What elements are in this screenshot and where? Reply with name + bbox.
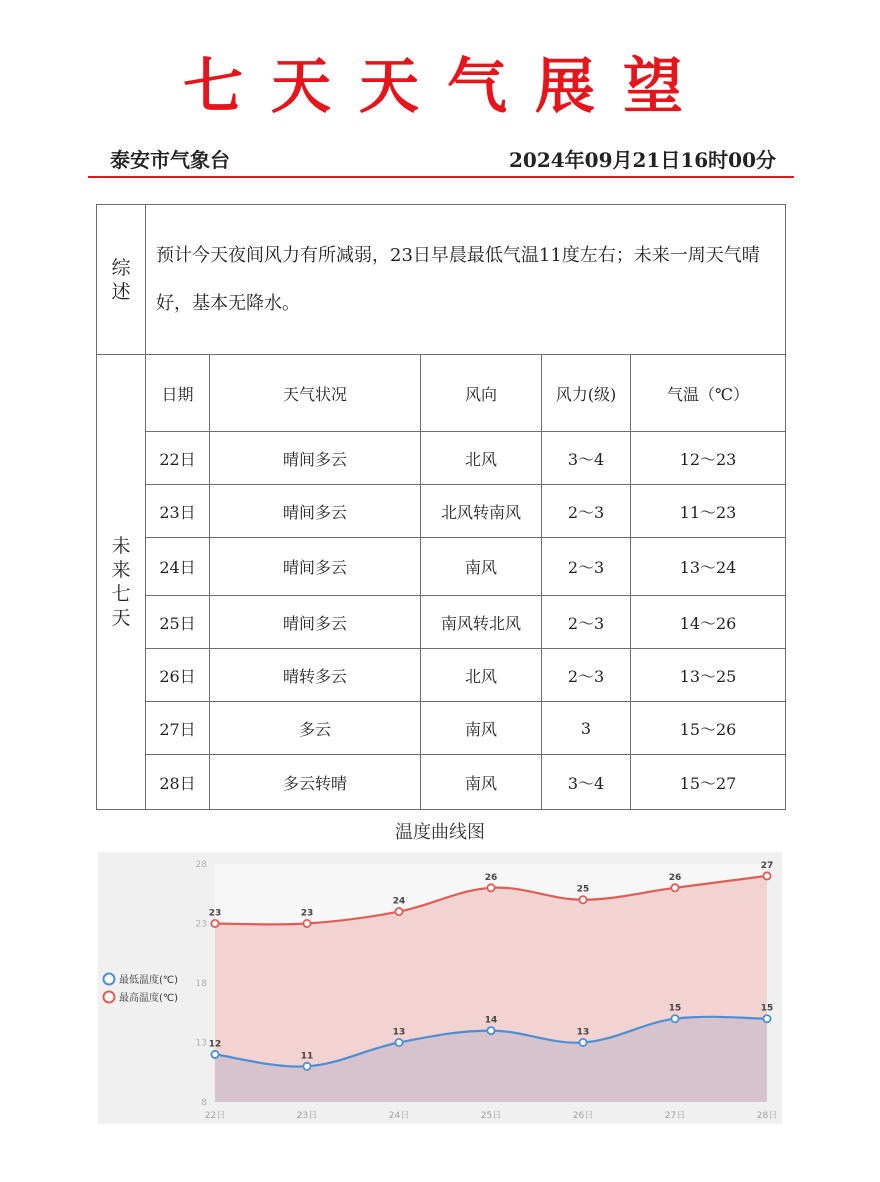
cell-weather: 晴间多云 [210, 538, 421, 596]
legend-marker [104, 974, 115, 985]
table-row [97, 538, 786, 596]
cell-wind-direction: 南风 [421, 538, 542, 596]
cell-wind-level: 2～3 [542, 649, 631, 702]
column-header-wind-level: 风力(级) [542, 355, 631, 432]
min-temp-point [395, 1039, 402, 1046]
column-header-weather: 天气状况 [210, 355, 421, 432]
min-temp-point [763, 1015, 770, 1022]
x-tick-label: 27日 [664, 1111, 686, 1121]
x-tick-label: 26日 [572, 1111, 594, 1121]
min-temp-point [671, 1015, 678, 1022]
cell-date: 25日 [146, 596, 210, 649]
legend-marker [104, 992, 115, 1003]
cell-wind-direction: 南风转北风 [421, 596, 542, 649]
column-header-wind-direction: 风向 [421, 355, 542, 432]
x-tick-label: 24日 [388, 1111, 410, 1121]
max-temp-point [487, 884, 494, 891]
min-temp-data-label: 15 [668, 1003, 682, 1014]
max-temp-data-label: 25 [576, 884, 590, 895]
cell-wind-level: 2～3 [542, 538, 631, 596]
chart-title: 温度曲线图 [395, 822, 485, 843]
cell-date: 28日 [146, 755, 210, 810]
legend-label: 最高温度(℃) [119, 993, 179, 1004]
cell-wind-direction: 北风转南风 [421, 485, 542, 538]
table-row [97, 485, 786, 538]
max-temp-data-label: 24 [392, 896, 406, 907]
header-divider [88, 176, 794, 178]
table-row [97, 596, 786, 649]
cell-wind-direction: 南风 [421, 755, 542, 810]
y-tick-label: 13 [195, 1038, 207, 1049]
x-tick-label: 25日 [480, 1111, 502, 1121]
cell-weather: 晴转多云 [210, 649, 421, 702]
max-temp-point [211, 920, 218, 927]
max-temp-data-label: 23 [300, 908, 314, 919]
max-temp-data-label: 23 [208, 908, 222, 919]
cell-wind-level: 3～4 [542, 432, 631, 485]
temperature-chart [98, 852, 782, 1124]
cell-wind-direction: 北风 [421, 432, 542, 485]
page-title: 七天天气展望 [183, 52, 711, 122]
cell-temperature: 13～25 [631, 649, 786, 702]
x-tick-label: 28日 [756, 1111, 778, 1121]
cell-date: 22日 [146, 432, 210, 485]
summary-row [97, 205, 786, 355]
cell-date: 27日 [146, 702, 210, 755]
max-temp-point [579, 896, 586, 903]
cell-wind-level: 3～4 [542, 755, 631, 810]
cell-temperature: 15～27 [631, 755, 786, 810]
cell-wind-direction: 南风 [421, 702, 542, 755]
cell-temperature: 12～23 [631, 432, 786, 485]
table-header-row [97, 355, 786, 432]
min-temp-data-label: 13 [392, 1027, 406, 1038]
y-tick-label: 28 [195, 860, 207, 870]
cell-temperature: 15～26 [631, 702, 786, 755]
cell-temperature: 14～26 [631, 596, 786, 649]
issuing-organization: 泰安市气象台 [110, 148, 230, 172]
column-header-date: 日期 [146, 355, 210, 432]
min-temp-point [487, 1027, 494, 1034]
max-temp-point [303, 920, 310, 927]
table-row [97, 432, 786, 485]
cell-date: 23日 [146, 485, 210, 538]
min-temp-point [211, 1051, 218, 1058]
max-temp-data-label: 26 [668, 872, 682, 883]
x-tick-label: 22日 [204, 1111, 226, 1121]
min-temp-data-label: 14 [484, 1015, 498, 1026]
cell-weather: 多云 [210, 702, 421, 755]
min-temp-point [303, 1063, 310, 1070]
min-temp-data-label: 12 [208, 1039, 222, 1050]
cell-wind-level: 3 [542, 702, 631, 755]
cell-temperature: 11～23 [631, 485, 786, 538]
max-temp-point [671, 884, 678, 891]
summary-label: 综 述 [97, 205, 146, 355]
cell-weather: 晴间多云 [210, 485, 421, 538]
max-temp-data-label: 26 [484, 872, 498, 883]
max-temp-point [395, 908, 402, 915]
min-temp-data-label: 15 [760, 1003, 774, 1014]
forecast-label: 未 来 七 天 [97, 355, 146, 810]
min-temp-data-label: 11 [300, 1051, 314, 1062]
x-tick-label: 23日 [296, 1111, 318, 1121]
cell-temperature: 13～24 [631, 538, 786, 596]
column-header-temperature: 气温（℃） [631, 355, 786, 432]
y-tick-label: 8 [201, 1098, 207, 1108]
min-temp-point [579, 1039, 586, 1046]
y-tick-label: 18 [195, 979, 207, 989]
cell-wind-level: 2～3 [542, 485, 631, 538]
cell-weather: 晴间多云 [210, 596, 421, 649]
y-tick-label: 23 [195, 919, 207, 930]
legend-label: 最低温度(℃) [119, 975, 179, 986]
cell-weather: 晴间多云 [210, 432, 421, 485]
cell-wind-direction: 北风 [421, 649, 542, 702]
table-row [97, 755, 786, 810]
table-row [97, 702, 786, 755]
issue-time: 2024年09月21日16时00分 [509, 148, 776, 172]
cell-date: 24日 [146, 538, 210, 596]
cell-date: 26日 [146, 649, 210, 702]
max-temp-data-label: 27 [760, 860, 774, 871]
table-row [97, 649, 786, 702]
cell-wind-level: 2～3 [542, 596, 631, 649]
cell-weather: 多云转晴 [210, 755, 421, 810]
max-temp-point [763, 872, 770, 879]
forecast-table [96, 204, 786, 810]
min-temp-data-label: 13 [576, 1027, 590, 1038]
summary-text: 预计今天夜间风力有所减弱，23日早晨最低气温11度左右；未来一周天气晴好，基本无降水。 [146, 205, 786, 355]
